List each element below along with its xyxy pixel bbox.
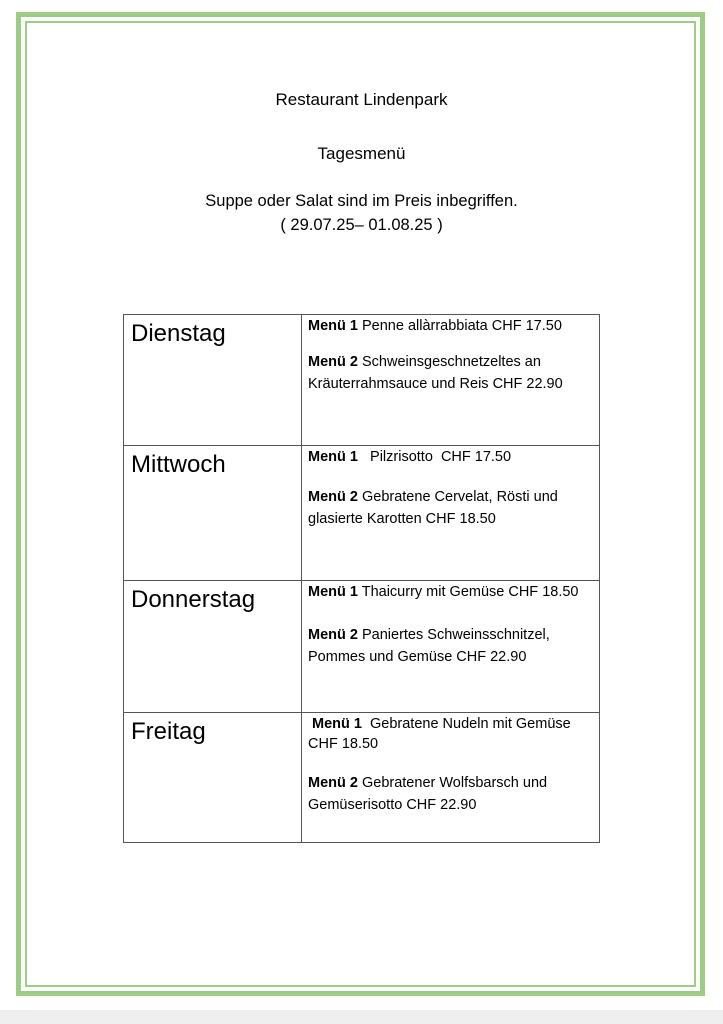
menu1-text: Penne allàrrabbiata CHF 17.50 xyxy=(357,318,562,334)
menu2-line xyxy=(308,772,599,794)
menu-cell-donnerstag xyxy=(302,581,600,713)
table-row xyxy=(124,581,600,713)
menu1-text: Pilzrisotto CHF 17.50 xyxy=(357,449,512,465)
table-row xyxy=(124,446,600,581)
menu2-text: Paniertes Schweinsschnitzel, xyxy=(357,627,550,643)
menu2-text-cont: Gemüserisotto CHF 22.90 xyxy=(308,797,477,813)
menu1-label: Menü 1 xyxy=(308,584,358,600)
menu1-label: Menü 1 xyxy=(308,318,358,334)
menu2-text: Gebratener Wolfsbarsch und xyxy=(357,775,548,791)
day-cell-freitag: Freitag xyxy=(124,713,302,843)
menu1-line xyxy=(308,581,599,603)
menu1-text-cont: CHF 18.50 xyxy=(308,736,379,752)
menu2-text: Gebratene Cervelat, Rösti und xyxy=(357,489,558,505)
page-bottom-background xyxy=(0,1010,723,1024)
day-cell-mittwoch: Mittwoch xyxy=(124,446,302,581)
table-row xyxy=(124,315,600,446)
menu-cell-freitag xyxy=(302,713,600,843)
menu-table xyxy=(123,314,600,843)
day-cell-donnerstag: Donnerstag xyxy=(124,581,302,713)
menu1-text: Thaicurry mit Gemüse CHF 18.50 xyxy=(357,584,579,600)
menu2-line xyxy=(308,351,599,373)
menu2-text-cont: Pommes und Gemüse CHF 22.90 xyxy=(308,649,527,665)
menu1-text: Gebratene Nudeln mit Gemüse xyxy=(361,716,571,732)
menu2-line xyxy=(308,486,599,508)
menu2-label: Menü 2 xyxy=(308,489,358,505)
menu2-text-cont: glasierte Karotten CHF 18.50 xyxy=(308,511,496,527)
menu2-label: Menü 2 xyxy=(308,354,358,370)
menu1-line xyxy=(308,315,599,337)
menu-cell-mittwoch xyxy=(302,446,600,581)
page-title: Tagesmenü xyxy=(317,144,406,163)
menu1-label: Menü 1 xyxy=(312,716,362,732)
table-row xyxy=(124,713,600,843)
menu-cell-dienstag xyxy=(302,315,600,446)
day-cell-dienstag: Dienstag xyxy=(124,315,302,446)
menu1-line xyxy=(308,713,599,735)
menu1-line xyxy=(308,446,599,468)
restaurant-name: Restaurant Lindenpark xyxy=(275,90,448,109)
date-range: ( 29.07.25– 01.08.25 ) xyxy=(280,216,443,234)
menu2-text-cont: Kräuterrahmsauce und Reis CHF 22.90 xyxy=(308,376,563,392)
menu2-text: Schweinsgeschnetzeltes an xyxy=(357,354,541,370)
price-note: Suppe oder Salat sind im Preis inbegriffen. xyxy=(205,192,518,210)
menu2-line xyxy=(308,624,599,646)
menu2-label: Menü 2 xyxy=(308,627,358,643)
menu1-label: Menü 1 xyxy=(308,449,358,465)
menu2-label: Menü 2 xyxy=(308,775,358,791)
